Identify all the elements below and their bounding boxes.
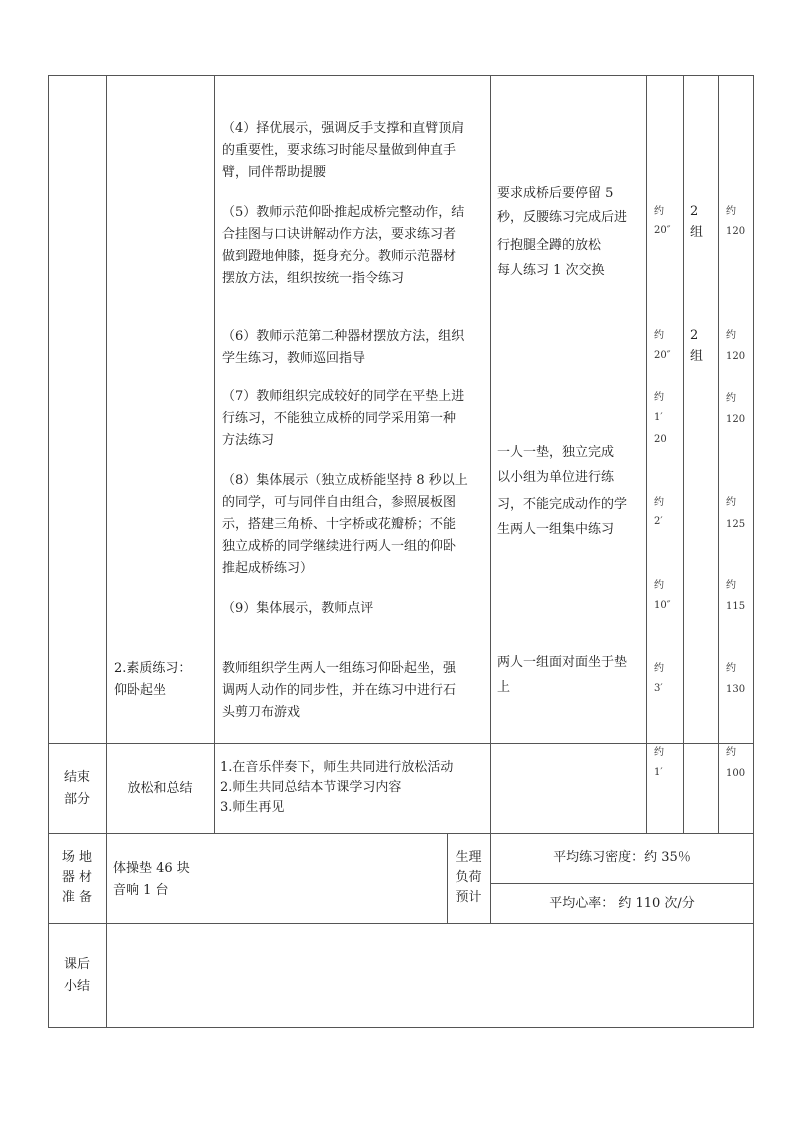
time-1-value: 20″ [654, 225, 671, 236]
ending-topic: 放松和总结 [127, 781, 193, 796]
rule-main-bottom [48, 743, 754, 744]
time-4-value: 2′ [654, 516, 663, 527]
student-b-line-4: 生两人一组集中练习 [497, 522, 615, 537]
rule-col1 [106, 75, 107, 1028]
time-6-prefix: 约 [654, 663, 664, 674]
rule-load-mid [490, 883, 754, 884]
groups-1-count: 2 [690, 204, 699, 219]
ending-item-3: 3.师生再见 [220, 800, 285, 815]
step-8-line-4: 独立成桥的同学继续进行两人一组的仰卧 [222, 539, 457, 554]
quality-teacher-line-1: 教师组织学生两人一组练习仰卧起坐，强 [222, 661, 457, 676]
step-4-line-1: （4）择优展示，强调反手支撑和直臂顶肩 [222, 121, 465, 136]
equipment-label-line-3: 准 备 [61, 890, 93, 905]
student-b-line-2: 以小组为单位进行练 [497, 470, 615, 485]
ending-section-line-1: 结束 [63, 770, 90, 785]
load-label-line-3: 预计 [455, 890, 482, 905]
quality-label-line-1: 2.素质练习： [114, 661, 192, 676]
quality-teacher-line-2: 调两人动作的同步性，并在练习中进行石 [222, 683, 457, 698]
time-5-prefix: 约 [654, 580, 664, 591]
student-b-line-1: 一人一垫，独立完成 [497, 445, 615, 460]
rule-col2 [214, 75, 215, 834]
time-3-extra: 20 [654, 434, 667, 445]
equipment-label-line-1: 场 地 [61, 850, 93, 865]
load-label-line-1: 生理 [455, 850, 482, 865]
step-5-line-1: （5）教师示范仰卧推起成桥完整动作，结 [222, 205, 465, 220]
ending-heart-value: 100 [726, 768, 746, 779]
step-7-line-1: （7）教师组织完成较好的同学在平垫上进 [222, 389, 465, 404]
heart-2-prefix: 约 [726, 330, 736, 341]
time-3-value: 1′ [654, 412, 663, 423]
heart-5-value: 115 [726, 601, 746, 612]
ending-time-prefix: 约 [654, 747, 664, 758]
step-8-line-5: 推起成桥练习） [222, 561, 314, 576]
rule-table-bottom [48, 1027, 754, 1028]
step-5-line-2: 合挂图与口诀讲解动作方法，要求练习者 [222, 227, 457, 242]
time-3-prefix: 约 [654, 392, 664, 403]
step-5-line-4: 摆放方法，组织按统一指令练习 [222, 271, 405, 286]
rule-col3 [490, 75, 491, 923]
step-9: （9）集体展示，教师点评 [222, 601, 374, 616]
step-4-line-2: 的重要性，要求练习时能尽量做到伸直手 [222, 143, 457, 158]
student-a-line-2: 秒，反腰练习完成后进 [497, 210, 628, 225]
summary-label-line-2: 小结 [63, 979, 90, 994]
step-8-line-3: 示，搭建三角桥、十字桥或花瓣桥；不能 [222, 517, 457, 532]
rule-right [753, 75, 754, 1028]
step-7-line-2: 行练习，不能独立成桥的同学采用第一种 [222, 411, 457, 426]
time-2-prefix: 约 [654, 330, 664, 341]
heart-4-value: 125 [726, 519, 746, 530]
summary-label-line-1: 课后 [63, 957, 90, 972]
student-c-line-2: 上 [497, 680, 511, 695]
heart-1-value: 120 [726, 226, 746, 237]
step-6-line-2: 学生练习，教师巡回指导 [222, 351, 366, 366]
student-b-line-3: 习，不能完成动作的学 [497, 497, 628, 512]
equipment-item-1: 体操垫 46 块 [113, 861, 190, 876]
density-value: 平均练习密度：约 35％ [553, 850, 691, 865]
student-c-line-1: 两人一组面对面坐于垫 [497, 655, 628, 670]
rule-col5 [683, 75, 684, 834]
heart-4-prefix: 约 [726, 497, 736, 508]
groups-2-count: 2 [690, 328, 699, 343]
student-a-line-3: 行抱腿全蹲的放松 [497, 238, 602, 253]
groups-2-unit: 组 [690, 349, 704, 364]
step-5-line-3: 做到蹬地伸膝，挺身充分。教师示范器材 [222, 249, 457, 264]
equipment-item-2: 音响 1 台 [113, 883, 169, 898]
ending-item-1: 1.在音乐伴奏下，师生共同进行放松活动 [220, 760, 454, 775]
groups-1-unit: 组 [690, 225, 704, 240]
student-a-line-1: 要求成桥后要停留 5 [497, 186, 614, 201]
rule-top [48, 75, 754, 76]
time-2-value: 20″ [654, 350, 671, 361]
heart-3-value: 120 [726, 414, 746, 425]
step-6-line-1: （6）教师示范第二种器材摆放方法，组织 [222, 329, 465, 344]
rule-col4 [646, 75, 647, 834]
quality-teacher-line-3: 头剪刀布游戏 [222, 705, 301, 720]
time-6-value: 3′ [654, 683, 663, 694]
time-4-prefix: 约 [654, 497, 664, 508]
heart-3-prefix: 约 [726, 393, 736, 404]
ending-time-value: 1′ [654, 767, 663, 778]
ending-heart-prefix: 约 [726, 747, 736, 758]
rule-ending-bottom [48, 833, 754, 834]
step-7-line-3: 方法练习 [222, 433, 275, 448]
ending-section-line-2: 部分 [63, 792, 90, 807]
heart-1-prefix: 约 [726, 206, 736, 217]
time-5-value: 10″ [654, 600, 671, 611]
rule-equipment-bottom [48, 923, 754, 924]
load-label-line-2: 负荷 [455, 870, 482, 885]
step-8-line-1: （8）集体展示（独立成桥能坚持 8 秒以上 [222, 473, 468, 488]
heart-6-value: 130 [726, 684, 746, 695]
rule-col6 [718, 75, 719, 834]
ending-item-2: 2.师生共同总结本节课学习内容 [220, 780, 402, 795]
time-1-prefix: 约 [654, 206, 664, 217]
heart-6-prefix: 约 [726, 663, 736, 674]
equipment-label-line-2: 器 材 [61, 870, 93, 885]
heart-5-prefix: 约 [726, 580, 736, 591]
step-4-line-3: 臂，同伴帮助提腰 [222, 165, 327, 180]
heart-2-value: 120 [726, 351, 746, 362]
student-a-line-4: 每人练习 1 次交换 [497, 263, 605, 278]
step-8-line-2: 的同学，可与同伴自由组合，参照展板图 [222, 495, 457, 510]
heart-rate-value: 平均心率： 约 110 次/分 [549, 896, 695, 911]
quality-label-line-2: 仰卧起坐 [114, 683, 167, 698]
